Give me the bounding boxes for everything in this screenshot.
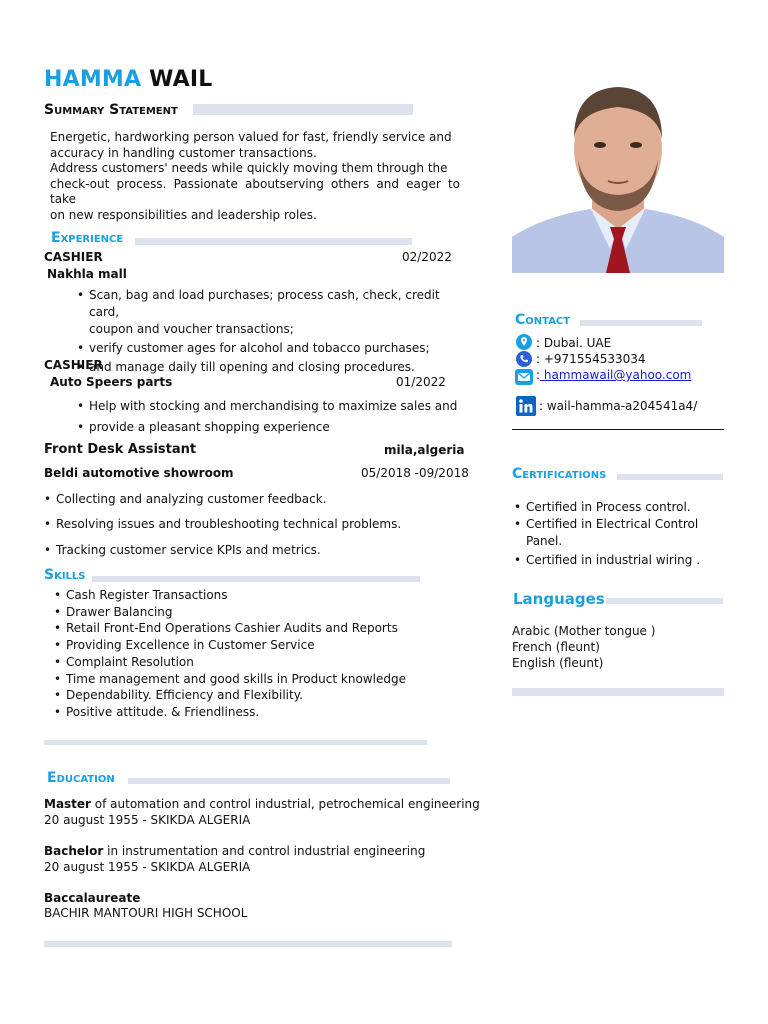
skills-list — [66, 587, 446, 721]
edu-master — [44, 797, 480, 811]
location-pin-icon — [516, 334, 532, 350]
experience-heading: Experience — [51, 230, 124, 246]
edu-master-degree: Master — [44, 797, 91, 811]
job3-company: Beldi automotive showroom — [44, 466, 234, 480]
language-item: French (fleunt) — [512, 640, 600, 654]
profile-photo-svg — [512, 59, 724, 273]
certifications-list — [526, 499, 721, 569]
edu-master-detail: 20 august 1955 - SKIKDA ALGERIA — [44, 813, 251, 827]
first-name: HAMMA — [44, 67, 142, 92]
language-item: Arabic (Mother tongue ) — [512, 624, 656, 638]
contact-email-prefix: : — [536, 368, 541, 382]
email-icon — [515, 369, 533, 385]
job1-company: Nakhla mall — [47, 267, 127, 281]
contact-linkedin[interactable]: : wail-hamma-a204541a4/ — [539, 399, 698, 413]
job1-bullet: • verify customer ages for alcohol and tobacco purchases; — [89, 340, 459, 357]
skill-item: • Complaint Resolution — [66, 654, 446, 671]
language-item: English (fleunt) — [512, 656, 604, 670]
skill-item: • Providing Excellence in Customer Service — [66, 637, 446, 654]
full-name — [44, 67, 212, 92]
job2-bullet: • Help with stocking and merchandising to maximize sales and — [89, 398, 459, 415]
contact-email-line — [536, 368, 691, 382]
contact-email-link[interactable]: hammawail@yahoo.com — [540, 368, 692, 382]
job3-role: Front Desk Assistant — [44, 442, 197, 457]
contact-heading: Contact — [515, 312, 571, 328]
edu-bachelor-detail: 20 august 1955 - SKIKDA ALGERIA — [44, 860, 251, 874]
job3-location: mila,algeria — [384, 443, 465, 457]
skill-item: • Drawer Balancing — [66, 604, 446, 621]
education-heading: Education — [47, 770, 115, 786]
skills-heading-bar — [92, 576, 420, 582]
summary-text — [50, 130, 460, 223]
edu-master-field: of automation and control industrial, petrochemical engineering — [90, 797, 480, 811]
summary-line: on new responsibilities and leadership roles. — [50, 207, 317, 222]
job2-date: 01/2022 — [396, 375, 446, 389]
edu-bachelor-degree: Bachelor — [44, 844, 104, 858]
job2-bullets — [89, 398, 459, 436]
summary-heading: Summary Statement — [44, 102, 178, 118]
languages-list — [512, 623, 655, 671]
job3-bullet: • Collecting and analyzing customer feedback. — [56, 491, 456, 508]
languages-divider-bar — [512, 688, 724, 696]
summary-heading-bar — [193, 104, 413, 115]
profile-photo — [512, 59, 724, 273]
edu-bachelor-field: in instrumentation and control industrial engineering — [103, 844, 426, 858]
job1-role: CASHIER — [44, 250, 103, 264]
education-heading-bar — [128, 778, 450, 784]
cert-item: • Certified in Process control. — [526, 499, 721, 516]
job2-company: Auto Speers parts — [50, 375, 173, 389]
skill-item: • Time management and good skills in Product knowledge — [66, 671, 446, 688]
summary-line: Energetic, hardworking person valued for fast, friendly service and — [50, 130, 452, 144]
edu-bacc-detail: BACHIR MANTOURI HIGH SCHOOL — [44, 906, 248, 920]
contact-phone: : +971554533034 — [536, 352, 646, 366]
summary-line: accuracy in handling customer transactions. — [50, 145, 317, 160]
skill-item: • Retail Front-End Operations Cashier Audits and Reports — [66, 620, 446, 637]
summary-line: check-out process. Passionate aboutserving others and eager to take — [50, 176, 460, 206]
linkedin-icon[interactable] — [516, 396, 536, 416]
contact-divider — [512, 429, 724, 430]
cert-item: • Certified in Electrical Control Panel. — [526, 516, 721, 550]
skill-item: • Dependability. Efficiency and Flexibility. — [66, 687, 446, 704]
job1-bullet: • and manage daily till opening and closing procedures. — [89, 359, 459, 376]
skill-item: • Cash Register Transactions — [66, 587, 446, 604]
certifications-heading: Certifications — [512, 466, 607, 482]
summary-line: Address customers' needs while quickly moving them through the — [50, 161, 448, 175]
job2-role: CASHIER — [44, 358, 103, 372]
edu-bacc-degree: Baccalaureate — [44, 891, 141, 905]
education-divider-bar — [44, 941, 452, 947]
skill-item: • Positive attitude. & Friendliness. — [66, 704, 446, 721]
contact-heading-bar — [580, 320, 702, 326]
skills-divider-bar — [44, 740, 427, 745]
job2-bullet: • provide a pleasant shopping experience — [89, 419, 459, 436]
last-name: WAIL — [149, 67, 213, 92]
languages-heading-bar — [606, 598, 723, 604]
edu-bachelor — [44, 844, 425, 858]
job3-bullet: • Tracking customer service KPIs and metrics. — [56, 542, 456, 559]
phone-icon — [516, 351, 532, 367]
skills-heading: Skills — [44, 567, 86, 583]
job3-date: 05/2018 -09/2018 — [361, 466, 469, 480]
job1-bullets — [89, 287, 459, 376]
certifications-heading-bar — [617, 474, 723, 480]
job3-bullets — [56, 491, 456, 559]
languages-heading: Languages — [513, 590, 605, 608]
cert-item: • Certified in industrial wiring . — [526, 552, 721, 569]
job1-bullet: • Scan, bag and load purchases; process cash, check, credit card, coupon and voucher transactions; — [89, 287, 459, 338]
contact-location: : Dubai. UAE — [536, 336, 612, 350]
job1-date: 02/2022 — [402, 250, 452, 264]
job3-bullet: • Resolving issues and troubleshooting technical problems. — [56, 516, 456, 533]
experience-heading-bar — [135, 238, 412, 245]
